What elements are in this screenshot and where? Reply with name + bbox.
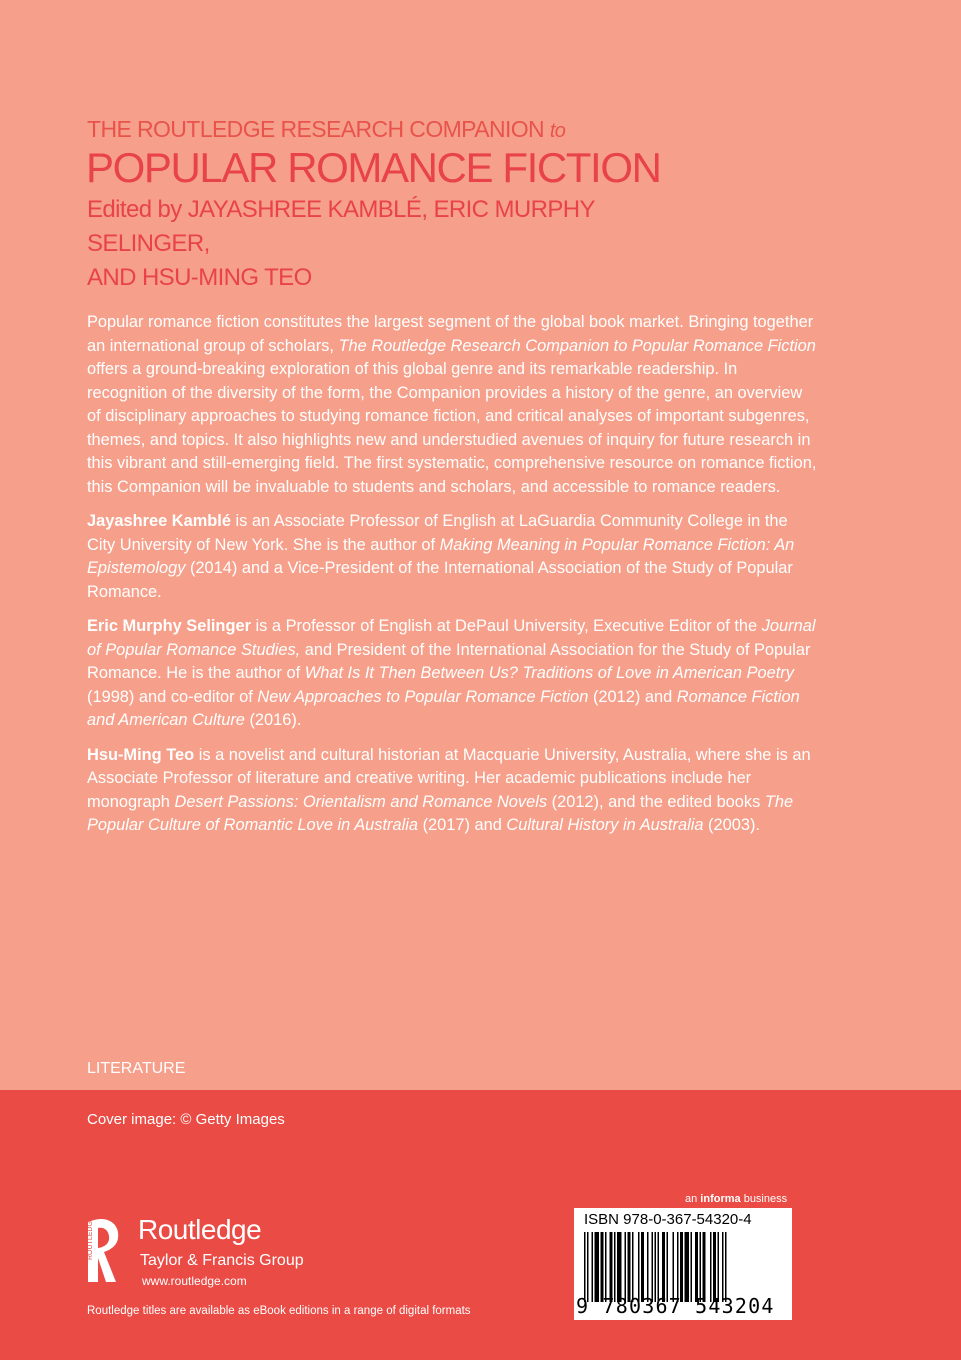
barcode-bar: [641, 1232, 644, 1302]
barcode-bar: [584, 1232, 586, 1302]
bio-selinger-journal: Journal of Popular Romance Studies,: [87, 617, 816, 659]
bio-teo-book-3: Cultural History in Australia: [506, 816, 704, 834]
bio-teo-text-a: is a novelist and cultural historian at Macquarie University, Australia, where she is an Associate Professor of literature and creative writing. Her academic publications include her monograph: [87, 745, 811, 811]
bio-selinger-text-a: is a Professor of English at DePaul University, Executive Editor of the: [250, 617, 762, 635]
barcode-bar: [587, 1232, 589, 1302]
isbn-label: ISBN 978-0-367-54320-4: [584, 1211, 752, 1228]
informa-suffix: business: [740, 1193, 788, 1205]
bio-teo-book-1: Desert Passions: Orientalism and Romance Novels: [174, 792, 548, 811]
series-title: [87, 116, 565, 143]
bio-selinger-text-d: (2012) and: [588, 687, 677, 706]
informa-tagline: [685, 1193, 787, 1205]
bio-selinger-book-3: Romance Fiction and American Culture: [87, 687, 800, 729]
barcode-bar: [638, 1232, 640, 1302]
bio-teo-name: Hsu-Ming Teo: [87, 745, 195, 764]
barcode-bar: [691, 1232, 693, 1302]
bio-kamble-text-b: (2014) and a Vice-President of the International Association of the Study of Popular Romance.: [87, 559, 793, 601]
bio-teo: [87, 744, 817, 838]
isbn-barcode: [574, 1208, 792, 1320]
bio-selinger-text-c: (1998) and co-editor of: [87, 687, 258, 706]
series-title-main: THE ROUTLEDGE RESEARCH COMPANION: [87, 116, 545, 142]
svg-text:ROUTLEDGE: ROUTLEDGE: [87, 1216, 94, 1260]
barcode-bar: [592, 1232, 594, 1302]
barcode-bar: [605, 1232, 607, 1302]
bio-teo-text-b: (2012), and the edited books: [547, 792, 765, 811]
routledge-mark-icon: [84, 1214, 128, 1286]
barcode-bar: [703, 1232, 706, 1302]
barcode-bar: [610, 1232, 613, 1302]
description-paragraph: [87, 311, 817, 499]
publisher-logo: [84, 1210, 344, 1290]
bio-teo-text-c: (2017) and: [418, 816, 507, 834]
barcode-bar: [655, 1232, 657, 1302]
bio-selinger-text-b: and President of the International Association for the Study of Popular Romance. He is the author of: [87, 640, 811, 682]
barcode-bar: [658, 1232, 660, 1302]
informa-prefix: an: [685, 1193, 701, 1205]
bio-selinger-book-2: New Approaches to Popular Romance Fiction: [257, 687, 589, 706]
barcode-bar: [617, 1232, 622, 1302]
barcode-bar: [722, 1232, 724, 1302]
book-title: POPULAR ROMANCE FICTION: [86, 144, 661, 191]
bio-selinger-name: Eric Murphy Selinger: [87, 617, 251, 635]
bio-kamble: [87, 510, 817, 604]
editors-line-1: Edited by JAYASHREE KAMBLÉ, ERIC MURPHY SELINGER,: [87, 196, 595, 257]
barcode-bar: [677, 1232, 679, 1302]
barcode-bar: [625, 1232, 627, 1302]
barcode-bar: [725, 1232, 727, 1302]
publisher-url: www.routledge.com: [142, 1274, 247, 1288]
barcode-bar: [632, 1232, 634, 1302]
informa-brand: informa: [700, 1193, 741, 1205]
barcode-bar: [647, 1232, 649, 1302]
series-title-to: to: [549, 120, 566, 142]
barcode-bar: [685, 1232, 690, 1302]
publisher-group: Taylor & Francis Group: [140, 1252, 304, 1269]
barcode-bars: [582, 1232, 786, 1302]
barcode-bar: [667, 1232, 669, 1302]
description-text-a: Popular romance fiction constitutes the largest segment of the global book market. Bringing together an international group of scholars,: [87, 313, 814, 355]
back-cover-text: [87, 311, 817, 849]
barcode-bar: [662, 1232, 665, 1302]
barcode-digits: 9 780367 543204: [576, 1294, 775, 1318]
bio-teo-text-d: (2003).: [703, 816, 760, 834]
editors-line-2: AND HSU-MING TEO: [87, 264, 312, 291]
description-text-b: offers a ground-breaking exploration of this global genre and its remarkable readership. In recognition of the diversity of the form, the Companion provides a history of the genre, an overview of disciplinary approaches to studying romance fiction, and critical analyses of important subgenres, themes, and topics. It also highlights new and understudied avenues of inquiry for future research in this vibrant and still-emerging field. The first systematic, comprehensive resource on romance fiction, this Companion will be invaluable to students and scholars, and accessible to romance readers.: [87, 360, 817, 496]
barcode-bar: [680, 1232, 683, 1302]
barcode-bar: [710, 1232, 712, 1302]
barcode-bar: [614, 1232, 616, 1302]
barcode-bar: [700, 1232, 702, 1302]
barcode-bar: [652, 1232, 654, 1302]
cover-image-credit: Cover image: © Getty Images: [87, 1111, 285, 1128]
barcode-bar: [695, 1232, 698, 1302]
publisher-name: Routledge: [138, 1214, 262, 1245]
barcode-bar: [718, 1232, 720, 1302]
bio-selinger-book-1: What Is It Then Between Us? Traditions of Love in American Poetry: [304, 664, 794, 682]
barcode-bar: [595, 1232, 600, 1302]
barcode-bar: [628, 1232, 631, 1302]
editors: [87, 193, 687, 295]
description-book-title: The Routledge Research Companion to Popular Romance Fiction: [338, 336, 816, 355]
bio-kamble-text-a: is an Associate Professor of English at LaGuardia Community College in the City University of New York. She is the author of: [87, 512, 788, 554]
bio-selinger-text-e: (2016).: [244, 711, 302, 729]
subject-category: LITERATURE: [87, 1060, 186, 1077]
bio-teo-book-2: The Popular Culture of Romantic Love in Australia: [87, 792, 794, 834]
barcode-bar: [713, 1232, 716, 1302]
bio-kamble-book: Making Meaning in Popular Romance Fiction: An Epistemology: [87, 535, 795, 577]
barcode-bar: [601, 1232, 604, 1302]
bio-selinger: [87, 615, 817, 733]
ebook-note: Routledge titles are available as eBook editions in a range of digital formats: [87, 1305, 471, 1317]
barcode-bar: [673, 1232, 675, 1302]
bio-kamble-name: Jayashree Kamblé: [87, 512, 231, 530]
